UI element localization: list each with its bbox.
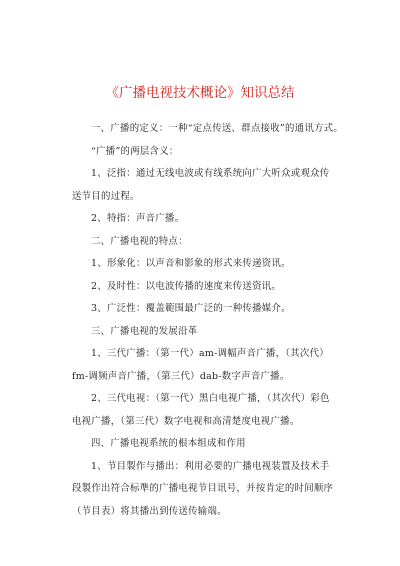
paragraph-general-meaning: 1、泛指：通过无线电波或有线系统向广大听众或观众传送节目的过程。	[72, 168, 330, 202]
paragraph-three-tv-generations: 2、三代电视：（第一代）黑白电视广播，（其次代）彩色电视广播，（第三代）数字电视和高清楚度电视广播。	[72, 393, 330, 427]
paragraph-features-heading: 二、广播电视的特点：	[91, 235, 188, 247]
paragraph-production-broadcast: 1、节目製作与播出：利用必要的广播电视装置及技术手段製作出符合标準的广播电视节目讯号，并按肯定的时间顺序（节目表）将其播出到传送传输端。	[72, 460, 334, 517]
paragraph-specific-meaning: 2、特指：声音广播。	[91, 213, 185, 224]
paragraph-three-radio-generations: 1、三代广播：（第一代）am-调幅声音广播，（其次代）fm-调频声音广播，（第三代）dab-数字声音广播。	[72, 348, 329, 382]
paragraph-history-heading: 三、广播电视的发展沿革	[91, 325, 198, 337]
document-body	[72, 118, 344, 523]
paragraph-system-heading: 四、广播电视系统的根本组成和作用	[91, 438, 246, 449]
paragraph-feature-visual: 1、形象化：以声音和影象的形式来传递资讯。	[91, 258, 291, 269]
document-title: 《广播电视技术概论》知识总结	[105, 85, 295, 101]
paragraph-two-meanings: “广播”的两层含义：	[91, 145, 179, 157]
paragraph-feature-wide: 3、广泛性：覆盖範围最广泛的一种传播媒介。	[91, 303, 291, 314]
paragraph-feature-timely: 2、及时性：以电波传播的速度来传送资讯。	[91, 280, 282, 292]
paragraph-broadcast-definition: 一、广播的定义：一种“定点传送、群点接收”的通讯方式。	[91, 123, 344, 134]
